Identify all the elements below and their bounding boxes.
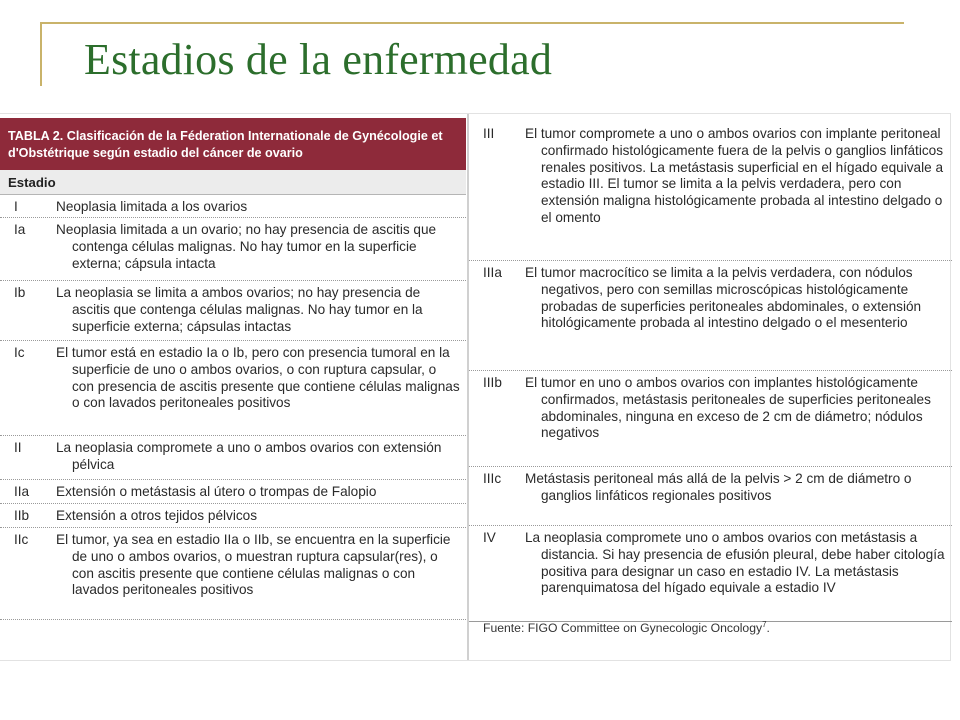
stage-description: Extensión a otros tejidos pélvicos	[56, 508, 257, 523]
stage-description: El tumor, ya sea en estadio IIa o IIb, se encuentra en la superficie de uno o ambos ovarios, o muestran ruptura capsular(res), o con ascitis presente que contiene células malignas o con lavados peritoneales positivos	[56, 532, 451, 598]
source-text: Fuente: FIGO Committee on Gynecologic Oncology	[483, 621, 763, 636]
stage-code: IIb	[14, 508, 30, 523]
stage-description: La neoplasia compromete uno o ambos ovarios con metástasis a distancia. Si hay presencia de efusión pleural, debe haber citología positiva para designar un caso en estadio IV. La metástasis parenquimatosa del hígado equivale a estadio IV	[525, 530, 945, 596]
stage-description: La neoplasia se limita a ambos ovarios; no hay presencia de ascitis que contenga células malignas. No hay tumor en la superficie externa; cápsulas intactas	[56, 285, 423, 334]
table-row	[469, 467, 952, 526]
table-row	[0, 436, 466, 480]
table-row	[0, 341, 466, 436]
stage-code: I	[14, 199, 18, 214]
table-row	[0, 195, 466, 218]
table-source-note	[483, 620, 770, 635]
stage-code: III	[483, 126, 495, 141]
table-row	[0, 218, 466, 281]
stage-description: Neoplasia limitada a un ovario; no hay presencia de ascitis que contenga células malignas. No hay tumor en la superficie externa; cápsula intacta	[56, 222, 437, 271]
stage-code: Ib	[14, 285, 26, 300]
stage-description: La neoplasia compromete a uno o ambos ovarios con extensión pélvica	[56, 440, 442, 472]
stage-description: Neoplasia limitada a los ovarios	[56, 199, 248, 214]
stage-description: El tumor está en estadio Ia o Ib, pero con presencia tumoral en la superficie de uno o ambos ovarios, o con ruptura capsular, o con presencia de ascitis presente que contiene células malignas o con lavados peritoneales positivos	[56, 345, 460, 411]
stage-code: IIc	[14, 532, 29, 547]
table-row	[469, 526, 952, 622]
table-left-column	[0, 114, 466, 660]
stage-description: El tumor en uno o ambos ovarios con implantes histológicamente confirmados, metástasis peritoneales de superficies peritoneales abdominales, ninguna en exceso de 2 cm de diámetro; nódulos negativos	[525, 375, 931, 441]
table-caption: TABLA 2. Clasificación de la Féderation Internationale de Gynécologie et d'Obstétrique según estadio del cáncer de ovario	[0, 118, 466, 170]
right-rows	[469, 122, 952, 622]
table-row	[469, 371, 952, 467]
table-row	[0, 281, 466, 341]
stage-code: II	[14, 440, 22, 455]
stage-code: IIa	[14, 484, 30, 499]
table-right-column	[467, 114, 952, 660]
stage-code: Ia	[14, 222, 26, 237]
stage-description: El tumor macrocítico se limita a la pelvis verdadera, con nódulos negativos, pero con semillas microscópicas histológicamente probadas de superficies peritoneales abdominales, o extensión hitológicamente probada al intestino delgado o el mesenterio	[525, 265, 922, 331]
table-row	[0, 528, 466, 620]
stage-code: IIIb	[483, 375, 502, 390]
decorative-left-line	[40, 22, 42, 86]
source-reference: 7	[762, 620, 767, 629]
stage-code: IV	[483, 530, 496, 545]
stage-description: Extensión o metástasis al útero o trompas de Falopio	[56, 484, 377, 499]
source-end: .	[766, 621, 770, 636]
stage-description: Metástasis peritoneal más allá de la pelvis > 2 cm de diámetro o ganglios linfáticos regionales positivos	[525, 471, 912, 503]
column-header-estadio: Estadio	[0, 170, 466, 195]
table-row	[0, 480, 466, 504]
table-row	[469, 122, 952, 261]
stage-code: Ic	[14, 345, 25, 360]
stage-code: IIIa	[483, 265, 502, 280]
stage-code: IIIc	[483, 471, 502, 486]
table-row	[469, 261, 952, 371]
decorative-top-line	[40, 22, 904, 24]
figo-staging-table	[0, 114, 950, 660]
table-row	[0, 504, 466, 528]
slide-title: Estadios de la enfermedad	[84, 35, 553, 84]
left-rows	[0, 195, 466, 620]
stage-description: El tumor compromete a uno o ambos ovarios con implante peritoneal confirmado histológicamente fuera de la pelvis o ganglios linfáticos renales positivos. La metástasis superficial en el hígado equivale a estadio III. El tumor se limita a la pelvis verdadera, pero con extensión maligna histológicamente probada al intestino delgado o el omento	[525, 126, 944, 225]
